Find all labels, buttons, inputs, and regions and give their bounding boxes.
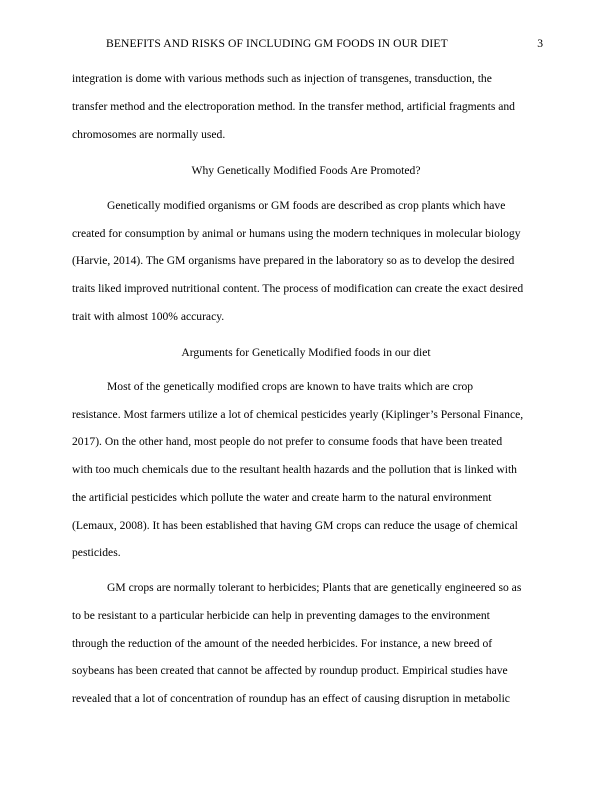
body-line: Genetically modified organisms or GM foods are described as crop plants which have bbox=[107, 199, 506, 212]
section-heading: Why Genetically Modified Foods Are Promoted? bbox=[191, 164, 421, 177]
body-line: traits liked improved nutritional content. The process of modification can create the exact desired bbox=[72, 282, 524, 295]
body-line: (Harvie, 2014). The GM organisms have prepared in the laboratory so as to develop the desired bbox=[72, 254, 515, 267]
body-line: trait with almost 100% accuracy. bbox=[72, 310, 225, 323]
body-line: through the reduction of the amount of the needed herbicides. For instance, a new breed of bbox=[72, 637, 493, 650]
body-line: (Lemaux, 2008). It has been established that having GM crops can reduce the usage of chemical bbox=[72, 519, 518, 532]
running-head: BENEFITS AND RISKS OF INCLUDING GM FOODS IN OUR DIET bbox=[106, 37, 448, 50]
body-line: 2017). On the other hand, most people do not prefer to consume foods that have been treated bbox=[72, 435, 503, 448]
body-line: created for consumption by animal or humans using the modern techniques in molecular biology bbox=[72, 227, 521, 240]
body-line: pesticides. bbox=[72, 546, 121, 559]
body-line: GM crops are normally tolerant to herbicides; Plants that are genetically engineered so as bbox=[107, 581, 522, 594]
body-line: chromosomes are normally used. bbox=[72, 128, 226, 141]
body-line: revealed that a lot of concentration of roundup has an effect of causing disruption in metabolic bbox=[72, 692, 510, 705]
body-line: soybeans has been created that cannot be affected by roundup product. Empirical studies have bbox=[72, 664, 508, 677]
body-line: transfer method and the electroporation method. In the transfer method, artificial fragments and bbox=[72, 100, 515, 113]
section-heading: Arguments for Genetically Modified foods in our diet bbox=[181, 346, 431, 359]
body-line: Most of the genetically modified crops are known to have traits which are crop bbox=[107, 380, 474, 393]
body-line: to be resistant to a particular herbicide can help in preventing damages to the environment bbox=[72, 609, 490, 622]
body-line: resistance. Most farmers utilize a lot of chemical pesticides yearly (Kiplinger’s Personal Finance, bbox=[72, 408, 524, 421]
body-line: the artificial pesticides which pollute the water and create harm to the natural environment bbox=[72, 491, 492, 504]
body-line: with too much chemicals due to the resultant health hazards and the pollution that is linked with bbox=[72, 463, 517, 476]
body-line: integration is dome with various methods such as injection of transgenes, transduction, the bbox=[72, 72, 492, 85]
page-number: 3 bbox=[537, 37, 543, 50]
